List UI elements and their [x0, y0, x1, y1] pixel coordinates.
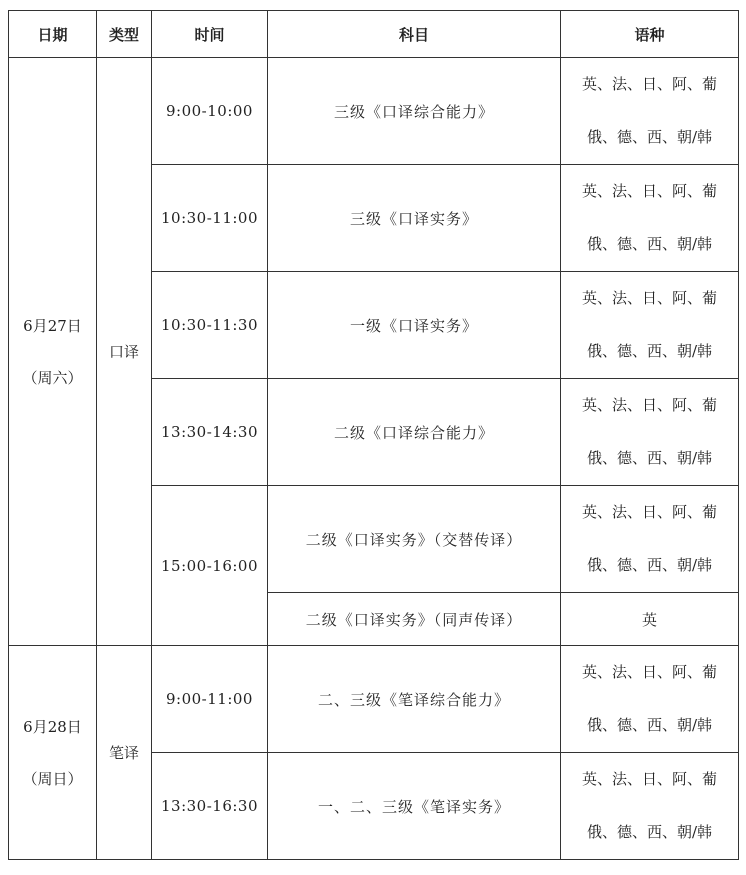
language-line-2: 俄、德、西、朝/韩 [586, 716, 713, 734]
weekday-label: （周日） [22, 769, 83, 788]
time-cell: 13:30-16:30 [152, 753, 268, 860]
header-type: 类型 [97, 11, 152, 58]
language-cell [561, 646, 739, 753]
language-line-1: 英、法、日、阿、葡 [581, 182, 717, 200]
type-cell-translation: 笔译 [97, 646, 152, 860]
language-line-2: 俄、德、西、朝/韩 [586, 449, 713, 467]
exam-schedule-table [8, 10, 739, 860]
language-cell [561, 58, 739, 165]
language-line-1: 英、法、日、阿、葡 [581, 503, 717, 521]
subject-cell: 三级《口译综合能力》 [268, 58, 561, 165]
subject-cell: 二级《口译综合能力》 [268, 379, 561, 486]
date-cell-day1 [9, 58, 97, 646]
language-cell [561, 272, 739, 379]
table-row [9, 646, 739, 753]
date-label: 6月28日 [23, 717, 82, 736]
language-line-2: 俄、德、西、朝/韩 [586, 128, 713, 146]
date-label: 6月27日 [23, 316, 82, 335]
language-line-2: 俄、德、西、朝/韩 [586, 823, 713, 841]
date-cell-day2 [9, 646, 97, 860]
header-row [9, 11, 739, 58]
language-cell-english-only: 英 [561, 593, 739, 646]
header-time: 时间 [152, 11, 268, 58]
subject-cell: 二、三级《笔译综合能力》 [268, 646, 561, 753]
subject-cell: 三级《口译实务》 [268, 165, 561, 272]
language-cell [561, 486, 739, 593]
header-language: 语种 [561, 11, 739, 58]
language-cell [561, 753, 739, 860]
subject-cell: 二级《口译实务》（交替传译） [268, 486, 561, 593]
type-cell-interpretation: 口译 [97, 58, 152, 646]
time-cell: 13:30-14:30 [152, 379, 268, 486]
time-cell: 15:00-16:00 [152, 486, 268, 646]
language-line-1: 英、法、日、阿、葡 [581, 396, 717, 414]
language-line-2: 俄、德、西、朝/韩 [586, 235, 713, 253]
subject-cell: 一、二、三级《笔译实务》 [268, 753, 561, 860]
language-line-1: 英、法、日、阿、葡 [581, 75, 717, 93]
language-line-1: 英、法、日、阿、葡 [581, 770, 717, 788]
header-subject: 科目 [268, 11, 561, 58]
header-date: 日期 [9, 11, 97, 58]
subject-cell: 二级《口译实务》（同声传译） [268, 593, 561, 646]
language-line-1: 英、法、日、阿、葡 [581, 663, 717, 681]
time-cell: 10:30-11:30 [152, 272, 268, 379]
time-cell: 10:30-11:00 [152, 165, 268, 272]
language-cell [561, 165, 739, 272]
language-cell [561, 379, 739, 486]
weekday-label: （周六） [22, 368, 83, 387]
language-line-2: 俄、德、西、朝/韩 [586, 342, 713, 360]
language-line-1: 英、法、日、阿、葡 [581, 289, 717, 307]
time-cell: 9:00-11:00 [152, 646, 268, 753]
subject-cell: 一级《口译实务》 [268, 272, 561, 379]
language-line-2: 俄、德、西、朝/韩 [586, 556, 713, 574]
table-row [9, 58, 739, 165]
time-cell: 9:00-10:00 [152, 58, 268, 165]
